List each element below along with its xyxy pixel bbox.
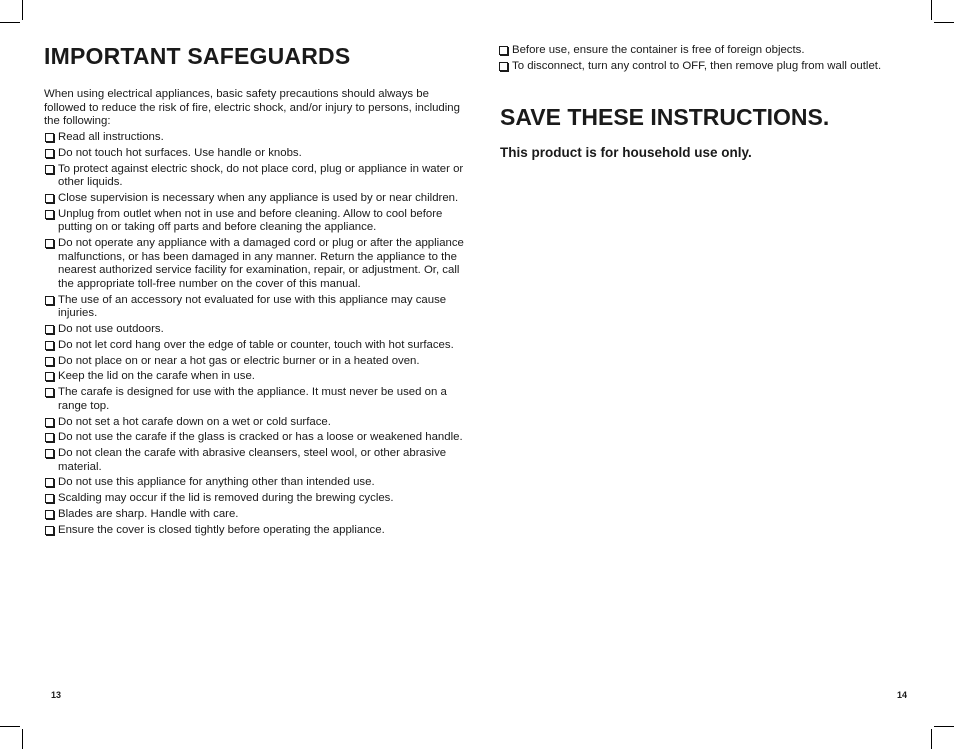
list-item xyxy=(44,131,464,145)
list-item-text: Unplug from outlet when not in use and before cleaning. Allow to cool before putting on or taking off parts and before cleaning the appliance. xyxy=(58,207,443,234)
list-item-text: Do not operate any appliance with a damaged cord or plug or after the appliance malfunctions, or has been damaged in any manner. Return the appliance to the nearest authorized service facility for examination, repair, or adjustment. Or, call the appropriate toll-free number on the cover of this manual. xyxy=(58,237,464,290)
checkbox-bullet-icon xyxy=(45,296,54,305)
checkbox-bullet-icon xyxy=(45,149,54,158)
list-item xyxy=(44,339,464,353)
list-item-text: To protect against electric shock, do not place cord, plug or appliance in water or other liquids. xyxy=(58,162,464,189)
crop-mark xyxy=(931,0,932,20)
list-item-text: Ensure the cover is closed tightly before operating the appliance. xyxy=(58,523,385,536)
list-item-text: Do not place on or near a hot gas or electric burner or in a heated oven. xyxy=(58,354,420,367)
list-item-text: Do not use outdoors. xyxy=(58,323,164,335)
list-item-text: Close supervision is necessary when any appliance is used by or near children. xyxy=(58,191,459,204)
intro-paragraph: When using electrical appliances, basic safety precautions should always be followed to reduce the risk of fire, electric shock, and/or injury to persons, including the following: xyxy=(44,88,460,128)
list-item xyxy=(44,370,464,384)
list-item xyxy=(44,237,464,291)
checkbox-bullet-icon xyxy=(45,418,54,427)
page-number-left: 13 xyxy=(51,690,62,700)
list-item-text: Do not clean the carafe with abrasive cleansers, steel wool, or other abrasive material. xyxy=(58,447,447,473)
list-item xyxy=(44,447,464,474)
list-item xyxy=(44,492,464,506)
list-item-text: Do not use the carafe if the glass is cracked or has a loose or weakened handle. xyxy=(58,431,463,444)
list-item-text: Blades are sharp. Handle with care. xyxy=(58,508,239,520)
checkbox-bullet-icon xyxy=(45,510,54,519)
checkbox-bullet-icon xyxy=(45,341,54,350)
checkbox-bullet-icon xyxy=(45,478,54,487)
household-note: This product is for household use only. xyxy=(500,145,752,161)
page-title: IMPORTANT SAFEGUARDS xyxy=(44,43,351,69)
safeguard-list xyxy=(44,131,464,537)
list-item xyxy=(498,60,898,74)
list-item xyxy=(44,386,464,413)
list-item-text: Do not set a hot carafe down on a wet or cold surface. xyxy=(58,415,331,428)
checkbox-bullet-icon xyxy=(45,357,54,366)
list-item-text: Scalding may occur if the lid is removed during the brewing cycles. xyxy=(58,492,394,505)
crop-mark xyxy=(0,726,20,727)
checkbox-bullet-icon xyxy=(45,526,54,535)
checkbox-bullet-icon xyxy=(45,239,54,248)
checkbox-bullet-icon xyxy=(499,46,508,55)
checkbox-bullet-icon xyxy=(45,372,54,381)
safeguard-list-continued xyxy=(498,44,898,73)
list-item xyxy=(44,294,464,321)
list-item xyxy=(498,44,898,58)
checkbox-bullet-icon xyxy=(45,210,54,219)
checkbox-bullet-icon xyxy=(45,388,54,397)
list-item xyxy=(44,508,464,522)
list-item xyxy=(44,163,464,190)
list-item xyxy=(44,147,464,161)
checkbox-bullet-icon xyxy=(45,133,54,142)
checkbox-bullet-icon xyxy=(499,62,508,71)
right-page xyxy=(498,44,898,160)
checkbox-bullet-icon xyxy=(45,433,54,442)
crop-mark xyxy=(934,726,954,727)
crop-mark xyxy=(931,729,932,749)
crop-mark xyxy=(22,0,23,20)
list-item-text: The use of an accessory not evaluated for use with this appliance may cause injuries. xyxy=(58,293,447,320)
list-item-text: Read all instructions. xyxy=(58,130,164,143)
list-item xyxy=(44,323,464,337)
checkbox-bullet-icon xyxy=(45,165,54,174)
checkbox-bullet-icon xyxy=(45,194,54,203)
list-item xyxy=(44,476,464,490)
checkbox-bullet-icon xyxy=(45,449,54,458)
list-item-text: Before use, ensure the container is free of foreign objects. xyxy=(512,44,805,56)
crop-mark xyxy=(0,22,20,23)
list-item-text: Keep the lid on the carafe when in use. xyxy=(58,370,255,383)
list-item-text: The carafe is designed for use with the appliance. It must never be used on a range top. xyxy=(58,386,447,412)
checkbox-bullet-icon xyxy=(45,325,54,334)
list-item xyxy=(44,355,464,369)
list-item xyxy=(44,208,464,235)
list-item-text: Do not let cord hang over the edge of table or counter, touch with hot surfaces. xyxy=(58,338,454,351)
save-instructions-heading: SAVE THESE INSTRUCTIONS. xyxy=(500,104,830,131)
crop-mark xyxy=(22,729,23,749)
list-item xyxy=(44,431,464,445)
list-item xyxy=(44,192,464,206)
checkbox-bullet-icon xyxy=(45,494,54,503)
crop-mark xyxy=(934,22,954,23)
list-item xyxy=(44,524,464,538)
list-item-text: To disconnect, turn any control to OFF, then remove plug from wall outlet. xyxy=(512,59,882,72)
list-item-text: Do not touch hot surfaces. Use handle or knobs. xyxy=(58,146,302,159)
list-item-text: Do not use this appliance for anything other than intended use. xyxy=(58,476,375,489)
page-number-right: 14 xyxy=(897,690,908,700)
left-page xyxy=(44,42,464,537)
list-item xyxy=(44,416,464,430)
